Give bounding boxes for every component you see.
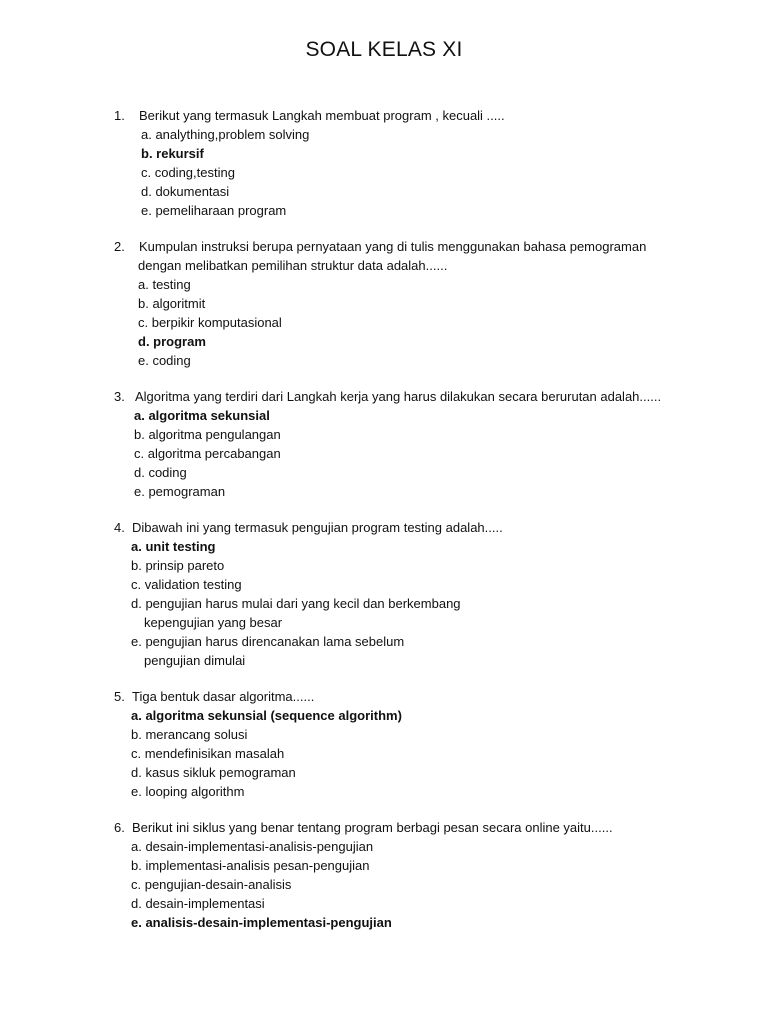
option-e-continued: pengujian dimulai (144, 653, 246, 668)
option-e-correct: e. analisis-desain-implementasi-pengujian (131, 915, 392, 930)
option-c: c. berpikir komputasional (138, 315, 282, 330)
option-c: c. coding,testing (141, 165, 235, 180)
option-e: e. coding (138, 353, 191, 368)
option-a: a. analything,problem solving (141, 127, 310, 142)
option-e: e. pemograman (134, 484, 226, 499)
page-title: SOAL KELAS XI (305, 38, 463, 61)
option-d: d. dokumentasi (141, 184, 230, 199)
question-6 (0, 818, 768, 930)
option-e: e. pengujian harus direncanakan lama sebelum (131, 634, 405, 649)
option-c: c. pengujian-desain-analisis (131, 877, 292, 892)
question-text: Kumpulan instruksi berupa pernyataan yang di tulis menggunakan bahasa pemograman (139, 239, 647, 254)
option-e: e. pemeliharaan program (141, 203, 287, 218)
option-a: a. testing (138, 277, 191, 292)
question-text-continued: dengan melibatkan pemilihan struktur data adalah...... (138, 258, 448, 273)
option-b: b. implementasi-analisis pesan-pengujian (131, 858, 370, 873)
option-b: b. merancang solusi (131, 727, 248, 742)
option-e: e. looping algorithm (131, 784, 245, 799)
question-3 (0, 387, 768, 499)
question-number: 3. (114, 389, 125, 404)
option-a-correct: a. unit testing (131, 539, 216, 554)
option-b: b. algoritmit (138, 296, 206, 311)
question-number: 5. (114, 689, 125, 704)
question-number: 2. (114, 239, 125, 254)
option-d: d. desain-implementasi (131, 896, 265, 911)
question-text: Tiga bentuk dasar algoritma...... (132, 689, 315, 704)
question-1 (0, 106, 768, 218)
question-2 (0, 237, 768, 368)
option-b: b. algoritma pengulangan (134, 427, 281, 442)
question-4 (0, 518, 768, 668)
question-5 (0, 687, 768, 799)
option-d: d. kasus sikluk pemograman (131, 765, 296, 780)
question-text: Algoritma yang terdiri dari Langkah kerja yang harus dilakukan secara berurutan adalah...... (135, 389, 662, 404)
option-b-correct: b. rekursif (141, 146, 204, 161)
option-d: d. pengujian harus mulai dari yang kecil dan berkembang (131, 596, 461, 611)
option-d: d. coding (134, 465, 187, 480)
question-number: 4. (114, 520, 125, 535)
option-c: c. validation testing (131, 577, 242, 592)
option-a: a. desain-implementasi-analisis-pengujian (131, 839, 374, 854)
question-number: 6. (114, 820, 125, 835)
question-text: Berikut ini siklus yang benar tentang program berbagi pesan secara online yaitu...... (132, 820, 613, 835)
question-text: Berikut yang termasuk Langkah membuat program , kecuali ..... (139, 108, 505, 123)
question-number: 1. (114, 108, 125, 123)
option-c: c. mendefinisikan masalah (131, 746, 285, 761)
option-a-correct: a. algoritma sekunsial (134, 408, 270, 423)
question-text: Dibawah ini yang termasuk pengujian program testing adalah..... (132, 520, 503, 535)
option-c: c. algoritma percabangan (134, 446, 281, 461)
option-d-correct: d. program (138, 334, 206, 349)
option-a-correct: a. algoritma sekunsial (sequence algorithm) (131, 708, 402, 723)
option-d-continued: kepengujian yang besar (144, 615, 283, 630)
option-b: b. prinsip pareto (131, 558, 225, 573)
